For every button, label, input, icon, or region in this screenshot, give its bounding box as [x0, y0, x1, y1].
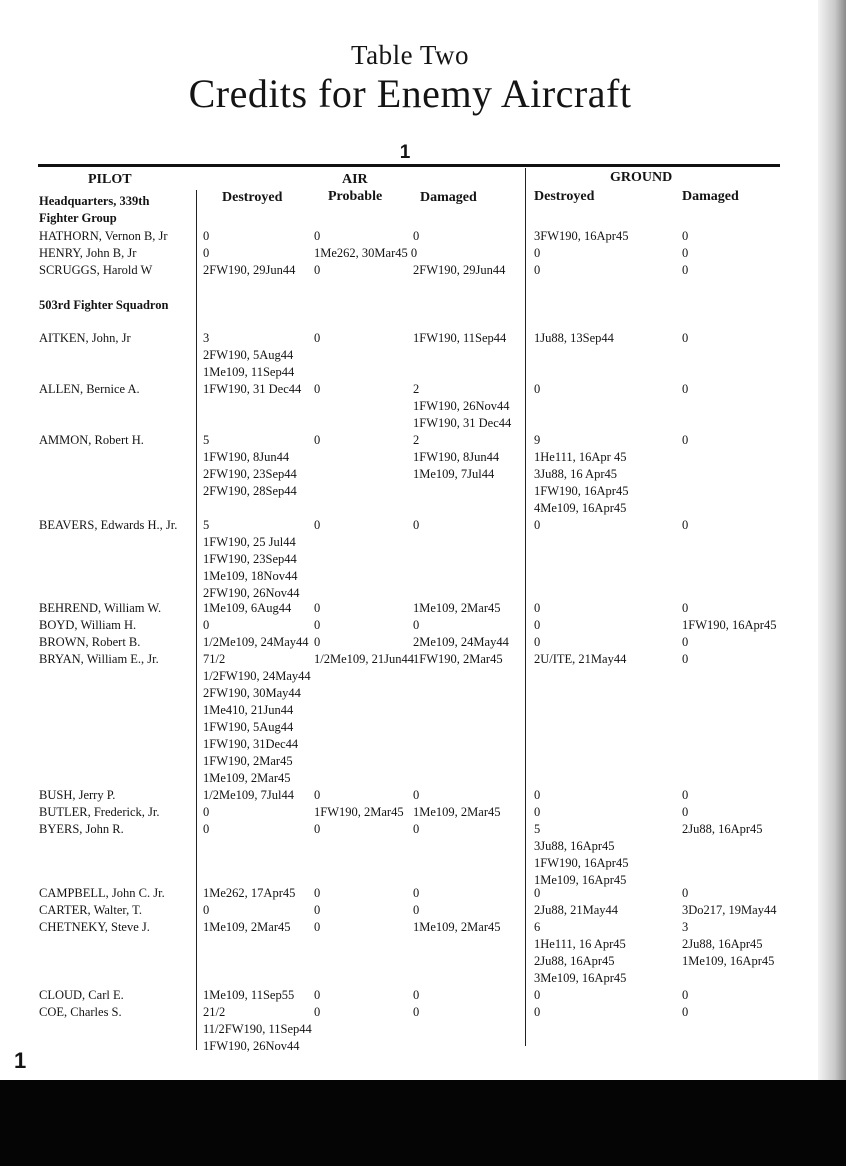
credit-entry: 0 — [682, 1005, 689, 1019]
credit-entry: 1FW190, 2Mar45 — [203, 754, 293, 768]
air-damaged-cell — [413, 821, 419, 838]
credit-entry: 1Me109, 6Aug44 — [203, 601, 292, 615]
ground-destroyed-cell — [534, 902, 618, 919]
air-damaged-cell — [413, 262, 505, 279]
air-destroyed-cell — [203, 987, 294, 1004]
credit-entry: 2FW190, 5Aug44 — [203, 348, 294, 362]
credit-entry: 0 — [203, 805, 210, 819]
pilot-name-cell — [39, 517, 177, 534]
air-destroyed-cell — [203, 787, 294, 804]
air-probable-cell — [314, 804, 404, 821]
air-destroyed-header: Destroyed — [222, 190, 283, 205]
credit-entry: 2FW190, 29Jun44 — [203, 263, 296, 277]
credit-entry: 1/2Me109, 21Jun44 — [314, 652, 414, 666]
credit-entry: 0 — [534, 263, 541, 277]
air-probable-cell — [314, 919, 320, 936]
pilot-name: BRYAN, William E., Jr. — [39, 652, 159, 666]
credit-entry: 5 — [203, 518, 210, 532]
credit-entry: 0 — [314, 920, 321, 934]
credit-entry: 1Me109, 2Mar45 — [203, 920, 291, 934]
credit-entry: 0 — [534, 618, 541, 632]
air-destroyed-cell — [203, 517, 300, 602]
pilot-name: BOYD, William H. — [39, 618, 137, 632]
air-damaged-cell — [413, 651, 503, 668]
ground-destroyed-header: Destroyed — [534, 189, 595, 204]
air-damaged-cell — [413, 902, 419, 919]
credit-entry: 1Me410, 21Jun44 — [203, 703, 294, 717]
credit-entry: 0 — [534, 246, 541, 260]
pilot-name: CHETNEKY, Steve J. — [39, 920, 150, 934]
air-probable-cell — [314, 432, 320, 449]
header-rule — [38, 164, 780, 167]
ground-damaged-cell — [682, 885, 688, 902]
credit-entry: 0 — [314, 382, 321, 396]
credit-entry: 0 — [682, 382, 689, 396]
credit-entry: 2FW190, 30May44 — [203, 686, 301, 700]
air-probable-cell — [314, 651, 414, 668]
ground-destroyed-cell — [534, 617, 540, 634]
ground-damaged-cell — [682, 634, 688, 651]
ground-destroyed-cell — [534, 330, 614, 347]
credit-entry: 1Me109, 16Apr45 — [682, 954, 775, 968]
air-destroyed-cell — [203, 600, 291, 617]
credit-entry: 2Ju88, 16Apr45 — [682, 937, 763, 951]
air-destroyed-cell — [203, 885, 295, 902]
ground-destroyed-cell — [534, 651, 626, 668]
credit-entry: 0 — [682, 635, 689, 649]
air-damaged-cell — [413, 432, 499, 483]
credit-entry: 1FW190, 26Nov44 — [413, 399, 510, 413]
pilot-column-divider — [196, 190, 197, 1050]
credit-entry: 1FW190, 26Nov44 — [203, 1039, 300, 1053]
air-damaged-cell — [413, 517, 419, 534]
credit-entry: 0 — [534, 635, 541, 649]
ground-damaged-cell — [682, 804, 688, 821]
credit-entry: 1/2Me109, 7Jul44 — [203, 788, 294, 802]
credit-entry: 0 — [314, 618, 321, 632]
air-probable-cell — [314, 245, 417, 262]
pilot-name: BUTLER, Frederick, Jr. — [39, 805, 160, 819]
air-probable-cell — [314, 1004, 320, 1021]
credit-entry: 0 — [682, 246, 689, 260]
credit-entry: 0 — [682, 229, 689, 243]
credit-entry: 1Me262, 17Apr45 — [203, 886, 296, 900]
air-damaged-cell — [413, 1004, 419, 1021]
air-damaged-cell — [413, 804, 501, 821]
credit-entry: 0 — [314, 601, 321, 615]
air-probable-cell — [314, 381, 320, 398]
credit-entry: 0 — [682, 518, 689, 532]
ground-damaged-cell — [682, 987, 688, 1004]
ground-destroyed-cell — [534, 987, 540, 1004]
credit-entry: 3FW190, 16Apr45 — [534, 229, 629, 243]
air-probable-cell — [314, 517, 320, 534]
air-destroyed-cell — [203, 432, 297, 500]
credit-entry: 0 — [203, 229, 210, 243]
air-probable-header: Probable — [328, 189, 383, 204]
air-destroyed-cell — [203, 228, 209, 245]
credit-entry: 0 — [314, 1005, 321, 1019]
credit-entry: 1Me109, 18Nov44 — [203, 569, 298, 583]
table-title: Credits for Enemy Aircraft — [188, 71, 632, 116]
pilot-name: CARTER, Walter, T. — [39, 903, 142, 917]
air-probable-cell — [314, 821, 320, 838]
air-ground-divider — [525, 168, 526, 1046]
air-destroyed-cell — [203, 330, 294, 381]
credit-entry: 0 — [314, 331, 321, 345]
credit-entry: 0 — [314, 433, 321, 447]
pilot-name-cell — [39, 634, 140, 651]
pilot-name-cell — [39, 432, 144, 449]
air-probable-cell — [314, 885, 320, 902]
air-damaged-cell — [413, 634, 509, 651]
credit-entry: 0 — [314, 635, 321, 649]
air-damaged-header: Damaged — [420, 190, 477, 205]
credit-entry: 0 — [314, 788, 321, 802]
ground-damaged-cell — [682, 517, 688, 534]
page-edge-shadow — [818, 0, 846, 1080]
credit-entry: 1He111, 16 Apr45 — [534, 937, 626, 951]
credit-entry: 3Do217, 19May44 — [682, 903, 777, 917]
ground-destroyed-cell — [534, 245, 540, 262]
credit-entry: 0 — [413, 988, 420, 1002]
air-probable-cell — [314, 787, 320, 804]
pilot-name-cell — [39, 262, 152, 279]
credit-entry: 0 — [314, 263, 321, 277]
air-destroyed-cell — [203, 651, 311, 787]
pilot-name: BEAVERS, Edwards H., Jr. — [39, 518, 178, 532]
ground-damaged-cell — [682, 600, 688, 617]
unit-hq-line2: Fighter Group — [39, 211, 117, 225]
credit-entry: 1Me109, 16Apr45 — [534, 873, 627, 887]
credit-entry: 1/2Me109, 24May44 — [203, 635, 309, 649]
credit-entry: 1FW190, 16Apr45 — [534, 484, 629, 498]
pilot-name-cell — [39, 245, 136, 262]
credit-entry: 1Me109, 2Mar45 — [413, 805, 501, 819]
credit-entry: 0 — [682, 433, 689, 447]
credit-entry: 0 — [413, 886, 420, 900]
credit-entry: 0 — [314, 822, 321, 836]
pilot-name: HENRY, John B, Jr — [39, 246, 137, 260]
air-destroyed-cell — [203, 262, 295, 279]
credit-entry: 0 — [413, 822, 420, 836]
credit-entry: 1Me109, 11Sep44 — [203, 365, 295, 379]
credit-entry: 0 — [534, 805, 541, 819]
ground-destroyed-cell — [534, 919, 626, 987]
credit-entry: 0 — [682, 263, 689, 277]
credit-entry: 0 — [314, 988, 321, 1002]
credit-entry: 0 — [534, 886, 541, 900]
ground-damaged-cell — [682, 617, 776, 634]
credit-entry: 1FW190, 5Aug44 — [203, 720, 294, 734]
pilot-name: AMMON, Robert H. — [39, 433, 144, 447]
pilot-name: AITKEN, John, Jr — [39, 331, 131, 345]
credit-entry: 1FW190, 31 Dec44 — [413, 416, 512, 430]
ground-destroyed-cell — [534, 228, 628, 245]
credit-entry: 0 — [314, 518, 321, 532]
air-destroyed-cell — [203, 902, 209, 919]
air-probable-cell — [314, 617, 320, 634]
pilot-name: BROWN, Robert B. — [39, 635, 141, 649]
pilot-name: CAMPBELL, John C. Jr. — [39, 886, 165, 900]
page-corner-mark: 1 — [14, 1048, 27, 1073]
ground-destroyed-cell — [534, 381, 540, 398]
credit-entry: 0 — [413, 1005, 420, 1019]
credit-entry: 0 — [203, 903, 210, 917]
pilot-name: SCRUGGS, Harold W — [39, 263, 153, 277]
credit-entry: 2FW190, 26Nov44 — [203, 586, 300, 600]
pilot-name: HATHORN, Vernon B, Jr — [39, 229, 168, 243]
air-damaged-cell — [413, 919, 501, 936]
ground-damaged-cell — [682, 787, 688, 804]
pilot-name-cell — [39, 651, 159, 668]
credit-entry: 1FW190, 16Apr45 — [682, 618, 777, 632]
pilot-name-cell — [39, 330, 131, 347]
credit-entry: 71/2 — [203, 652, 226, 666]
credit-entry: 1/2FW190, 24May44 — [203, 669, 311, 683]
credit-entry: 0 — [413, 518, 420, 532]
credit-entry: 1FW190, 23Sep44 — [203, 552, 297, 566]
credit-entry: 5 — [203, 433, 210, 447]
air-destroyed-cell — [203, 245, 209, 262]
ground-damaged-cell — [682, 330, 688, 347]
ground-destroyed-cell — [534, 634, 540, 651]
air-damaged-cell — [413, 787, 419, 804]
pilot-name-cell — [39, 617, 136, 634]
pilot-name-cell — [39, 919, 150, 936]
credit-entry: 0 — [314, 229, 321, 243]
credit-entry: 3Me109, 16Apr45 — [534, 971, 627, 985]
pilot-name: BEHREND, William W. — [39, 601, 162, 615]
credit-entry: 2U/ITE, 21May44 — [534, 652, 627, 666]
air-probable-cell — [314, 987, 320, 1004]
ground-destroyed-cell — [534, 600, 540, 617]
credit-entry: 0 — [203, 246, 210, 260]
ground-damaged-cell — [682, 228, 688, 245]
credit-entry: 3 — [682, 920, 689, 934]
pilot-name-cell — [39, 787, 115, 804]
credit-entry: 2Ju88, 21May44 — [534, 903, 619, 917]
credit-entry: 0 — [682, 601, 689, 615]
credit-entry: 1Me109, 11Sep55 — [203, 988, 295, 1002]
pilot-name-cell — [39, 804, 159, 821]
credit-entry: 0 — [203, 822, 210, 836]
credit-entry: 0 — [534, 1005, 541, 1019]
air-destroyed-cell — [203, 617, 209, 634]
unit-hq-line1: Headquarters, 339th — [39, 194, 150, 208]
air-probable-cell — [314, 902, 320, 919]
air-damaged-cell — [413, 600, 501, 617]
pilot-name-cell — [39, 228, 168, 245]
credit-entry: 1Me262, 30Mar45 0 — [314, 246, 418, 260]
pilot-name-cell — [39, 381, 140, 398]
credit-entry: 1Ju88, 13Sep44 — [534, 331, 614, 345]
air-destroyed-cell — [203, 821, 209, 838]
credit-entry: 0 — [314, 903, 321, 917]
credit-entry: 0 — [534, 601, 541, 615]
credit-entry: 0 — [682, 886, 689, 900]
credit-entry: 1FW190, 2Mar45 — [413, 652, 503, 666]
credit-entry: 2Ju88, 16Apr45 — [534, 954, 615, 968]
air-probable-cell — [314, 330, 320, 347]
pilot-name: COE, Charles S. — [39, 1005, 122, 1019]
credit-entry: 6 — [534, 920, 541, 934]
ground-damaged-cell — [682, 651, 688, 668]
credit-entry: 0 — [413, 903, 420, 917]
credit-entry: 11/2FW190, 11Sep44 — [203, 1022, 312, 1036]
credit-entry: 0 — [534, 382, 541, 396]
ground-damaged-cell — [682, 381, 688, 398]
table-subtitle: Table Two — [351, 40, 469, 70]
air-probable-cell — [314, 262, 320, 279]
credit-entry: 1FW190, 8Jun44 — [413, 450, 500, 464]
credit-entry: 2Ju88, 16Apr45 — [682, 822, 763, 836]
ground-damaged-cell — [682, 262, 688, 279]
credit-entry: 0 — [413, 788, 420, 802]
credit-entry: 2Me109, 24May44 — [413, 635, 509, 649]
air-damaged-cell — [413, 987, 419, 1004]
credit-entry: 0 — [413, 229, 420, 243]
credit-entry: 1He111, 16Apr 45 — [534, 450, 627, 464]
credit-entry: 0 — [682, 331, 689, 345]
pilot-name-cell — [39, 987, 124, 1004]
pilot-name-cell — [39, 600, 161, 617]
credit-entry: 1FW190, 31 Dec44 — [203, 382, 302, 396]
credit-entry: 4Me109, 16Apr45 — [534, 501, 627, 515]
credit-entry: 0 — [534, 518, 541, 532]
unit-squadron: 503rd Fighter Squadron — [39, 298, 169, 312]
air-destroyed-cell — [203, 381, 301, 398]
pilot-name: BUSH, Jerry P. — [39, 788, 116, 802]
ground-damaged-cell — [682, 919, 774, 970]
credit-entry: 0 — [314, 886, 321, 900]
air-damaged-cell — [413, 885, 419, 902]
ground-damaged-cell — [682, 245, 688, 262]
ground-destroyed-cell — [534, 517, 540, 534]
air-probable-cell — [314, 634, 320, 651]
credit-entry: 1Me109, 2Mar45 — [203, 771, 291, 785]
credit-entry: 2 — [413, 433, 420, 447]
air-destroyed-cell — [203, 634, 309, 651]
air-destroyed-cell — [203, 919, 291, 936]
credit-entry: 1FW190, 2Mar45 — [314, 805, 404, 819]
pilot-name: ALLEN, Bernice A. — [39, 382, 140, 396]
credit-entry: 0 — [534, 988, 541, 1002]
ground-destroyed-cell — [534, 885, 540, 902]
credit-entry: 5 — [534, 822, 541, 836]
ground-destroyed-cell — [534, 804, 540, 821]
table-number: 1 — [399, 142, 411, 163]
ground-damaged-cell — [682, 821, 763, 838]
credit-entry: 2FW190, 29Jun44 — [413, 263, 506, 277]
credit-entry: 1Me109, 7Jul44 — [413, 467, 495, 481]
ground-destroyed-cell — [534, 432, 628, 517]
credit-entry: 1FW190, 31Dec44 — [203, 737, 299, 751]
credit-entry: 3Ju88, 16 Apr45 — [534, 467, 617, 481]
credit-entry: 1Me109, 2Mar45 — [413, 920, 501, 934]
ground-damaged-cell — [682, 1004, 688, 1021]
scan-bottom-band — [0, 1080, 846, 1166]
credit-entry: 3Ju88, 16Apr45 — [534, 839, 615, 853]
ground-destroyed-cell — [534, 787, 540, 804]
pilot-name-cell — [39, 821, 124, 838]
air-header: AIR — [342, 172, 368, 187]
pilot-name-cell — [39, 885, 165, 902]
ground-destroyed-cell — [534, 821, 628, 889]
credit-entry: 21/2 — [203, 1005, 226, 1019]
ground-destroyed-cell — [534, 262, 540, 279]
ground-header: GROUND — [610, 170, 673, 185]
air-damaged-cell — [413, 330, 506, 347]
credit-entry: 1FW190, 8Jun44 — [203, 450, 290, 464]
pilot-name-cell — [39, 902, 142, 919]
credit-entry: 0 — [682, 988, 689, 1002]
credit-entry: 3 — [203, 331, 210, 345]
credit-entry: 0 — [682, 652, 689, 666]
ground-damaged-cell — [682, 902, 776, 919]
pilot-name: BYERS, John R. — [39, 822, 124, 836]
credit-entry: 1FW190, 11Sep44 — [413, 331, 507, 345]
credit-entry: 0 — [203, 618, 210, 632]
ground-damaged-header: Damaged — [682, 189, 739, 204]
credit-entry: 1FW190, 16Apr45 — [534, 856, 629, 870]
credit-entry: 9 — [534, 433, 541, 447]
credit-entry: 0 — [534, 788, 541, 802]
pilot-name-cell — [39, 1004, 122, 1021]
credit-entry: 0 — [682, 788, 689, 802]
air-probable-cell — [314, 600, 320, 617]
credit-entry: 2FW190, 28Sep44 — [203, 484, 297, 498]
credit-entry: 0 — [413, 618, 420, 632]
credit-entry: 1Me109, 2Mar45 — [413, 601, 501, 615]
air-damaged-cell — [413, 617, 419, 634]
credit-entry: 2 — [413, 382, 420, 396]
pilot-header: PILOT — [88, 172, 132, 187]
credit-entry: 2FW190, 23Sep44 — [203, 467, 297, 481]
pilot-name: CLOUD, Carl E. — [39, 988, 124, 1002]
air-damaged-cell — [413, 381, 511, 432]
ground-damaged-cell — [682, 432, 688, 449]
air-destroyed-cell — [203, 1004, 312, 1055]
ground-destroyed-cell — [534, 1004, 540, 1021]
air-damaged-cell — [413, 228, 419, 245]
credit-entry: 0 — [682, 805, 689, 819]
air-destroyed-cell — [203, 804, 209, 821]
air-probable-cell — [314, 228, 320, 245]
credit-entry: 1FW190, 25 Jul44 — [203, 535, 296, 549]
